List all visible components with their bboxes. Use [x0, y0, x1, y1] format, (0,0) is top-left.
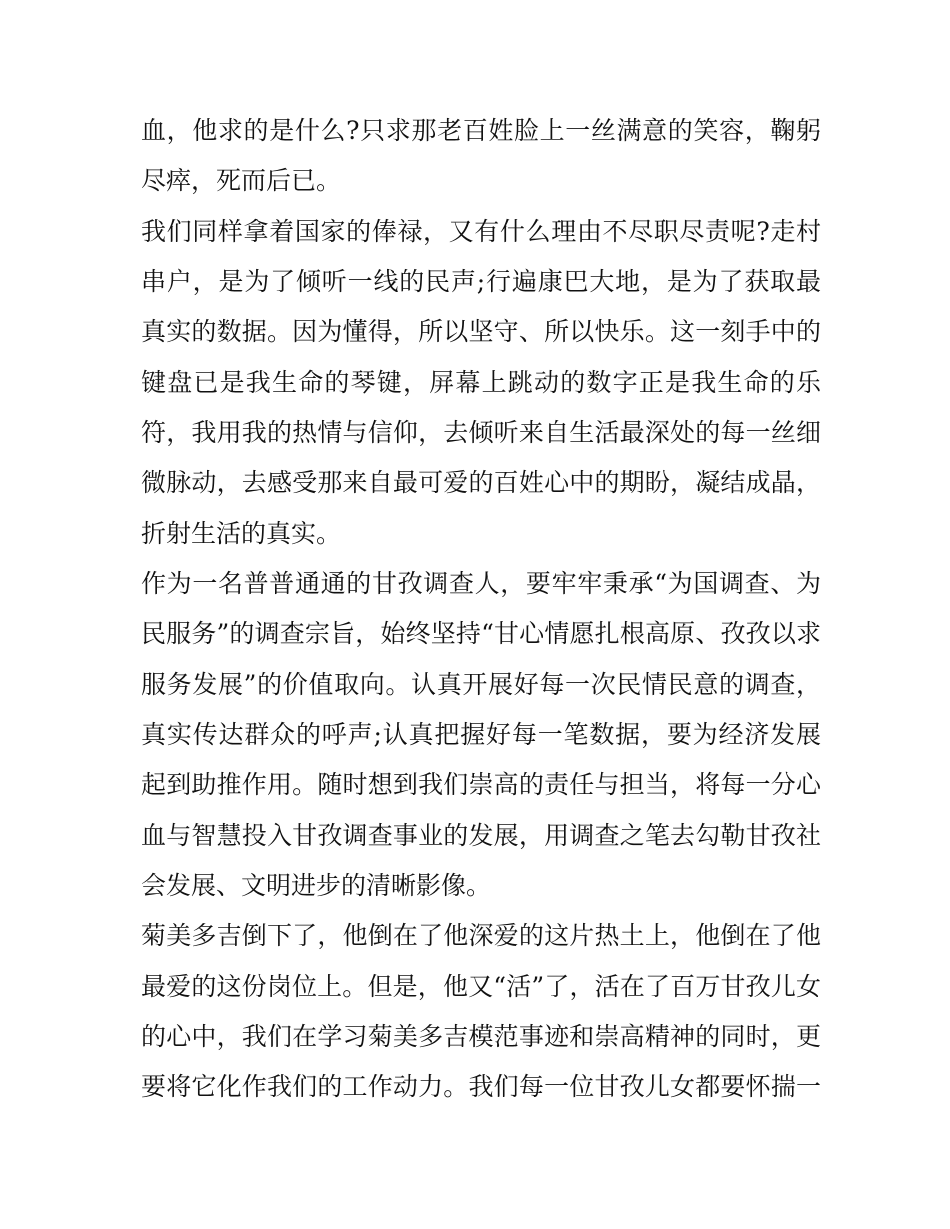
text-line: 键盘已是我生命的琴键，屏幕上跳动的数字正是我生命的乐: [141, 368, 821, 397]
text-line: 真实的数据。因为懂得，所以坚守、所以快乐。这一刻手中的: [141, 317, 821, 346]
text-line: 最爱的这份岗位上。但是，他又“活”了，活在了百万甘孜儿女: [141, 972, 821, 1001]
text-line: 作为一名普普通通的甘孜调查人，要牢牢秉承“为国调查、为: [141, 569, 821, 598]
text-line: 服务发展”的价值取向。认真开展好每一次民情民意的调查，: [141, 670, 821, 699]
text-line: 要将它化作我们的工作动力。我们每一位甘孜儿女都要怀揣一: [141, 1072, 821, 1101]
text-line: 血，他求的是什么?只求那老百姓脸上一丝满意的笑容，鞠躬: [141, 116, 821, 145]
text-line: 折射生活的真实。: [141, 519, 342, 548]
text-line: 民服务”的调查宗旨，始终坚持“甘心情愿扎根高原、孜孜以求: [141, 619, 821, 648]
text-line: 起到助推作用。随时想到我们崇高的责任与担当，将每一分心: [141, 770, 821, 799]
text-line: 符，我用我的热情与信仰，去倾听来自生活最深处的每一丝细: [141, 418, 821, 447]
text-line: 微脉动，去感受那来自最可爱的百姓心中的期盼，凝结成晶，: [141, 468, 821, 497]
text-line: 会发展、文明进步的清晰影像。: [141, 871, 492, 900]
text-line: 串户，是为了倾听一线的民声;行遍康巴大地，是为了获取最: [141, 267, 821, 296]
text-line: 血与智慧投入甘孜调查事业的发展，用调查之笔去勾勒甘孜社: [141, 821, 821, 850]
text-line: 真实传达群众的呼声;认真把握好每一笔数据，要为经济发展: [141, 720, 821, 749]
text-line: 菊美多吉倒下了，他倒在了他深爱的这片热土上，他倒在了他: [141, 921, 821, 950]
text-line: 我们同样拿着国家的俸禄，又有什么理由不尽职尽责呢?走村: [141, 217, 821, 246]
text-line: 的心中，我们在学习菊美多吉模范事迹和崇高精神的同时，更: [141, 1022, 821, 1051]
text-line: 尽瘁，死而后已。: [141, 166, 342, 195]
